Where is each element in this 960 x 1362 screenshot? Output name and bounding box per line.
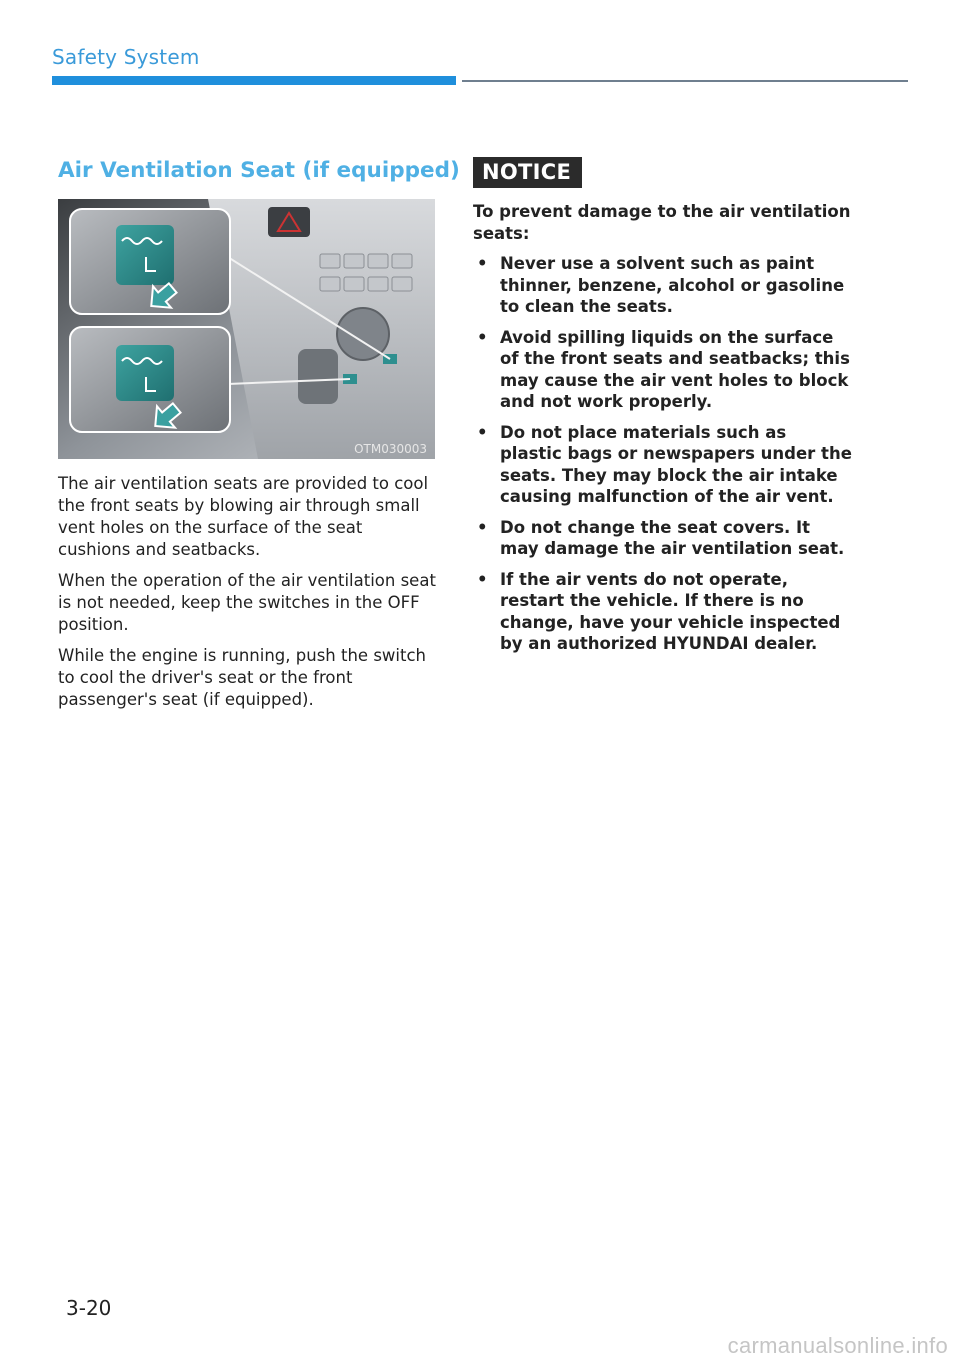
list-item-text: Never use a solvent such as paint thinner, benzene, alcohol or gasoline to clean the seats.: [500, 254, 845, 316]
list-item-text: If the air vents do not operate, restart the vehicle. If there is no change, have your vehicle inspected by an authorized HYUNDAI dealer.: [500, 569, 841, 653]
page-number: 3-20: [66, 1296, 112, 1320]
left-column: [58, 158, 460, 720]
list-item-text: Do not place materials such as plastic bags or newspapers under the seats. They may block the air intake causing malfunction of the air vent.: [500, 422, 852, 506]
bullet-icon: •: [477, 254, 488, 273]
paragraph: When the operation of the air ventilation seat is not needed, keep the switches in the OFF position.: [58, 571, 436, 634]
notice-badge: NOTICE: [473, 157, 582, 188]
list-item-text: Do not change the seat covers. It may damage the air ventilation seat.: [500, 517, 845, 558]
paragraph: The air ventilation seats are provided to cool the front seats by blowing air through small vent holes on the surface of the seat cushions and seatbacks.: [58, 474, 429, 559]
ventilation-switch-figure: [58, 199, 435, 459]
watermark: carmanualsonline.info: [727, 1333, 948, 1358]
header-rule-accent: [52, 76, 456, 85]
list-item: [473, 569, 853, 655]
paragraph: While the engine is running, push the switch to cool the driver's seat or the front passenger's seat (if equipped).: [58, 646, 426, 709]
notice-section: [473, 157, 853, 664]
header-rule-gray: [462, 80, 908, 82]
section-header: Safety System: [52, 45, 200, 69]
list-item: [473, 253, 853, 318]
notice-list: [473, 253, 853, 655]
bullet-icon: •: [477, 327, 488, 347]
console-illustration: [58, 199, 435, 459]
list-item: [473, 517, 853, 560]
bullet-icon: •: [477, 517, 488, 537]
notice-intro: To prevent damage to the air ventilation seats:: [473, 202, 851, 243]
bullet-icon: •: [477, 422, 488, 442]
list-item-text: Avoid spilling liquids on the surface of the front seats and seatbacks; this may cause the air vent holes to block and not work properly.: [500, 327, 850, 411]
list-item: [473, 327, 853, 413]
list-item: [473, 422, 853, 508]
section-title: Air Ventilation Seat (if equipped): [58, 158, 460, 183]
figure-code: OTM030003: [354, 442, 427, 456]
body-text: [58, 473, 438, 711]
bullet-icon: •: [477, 569, 488, 589]
